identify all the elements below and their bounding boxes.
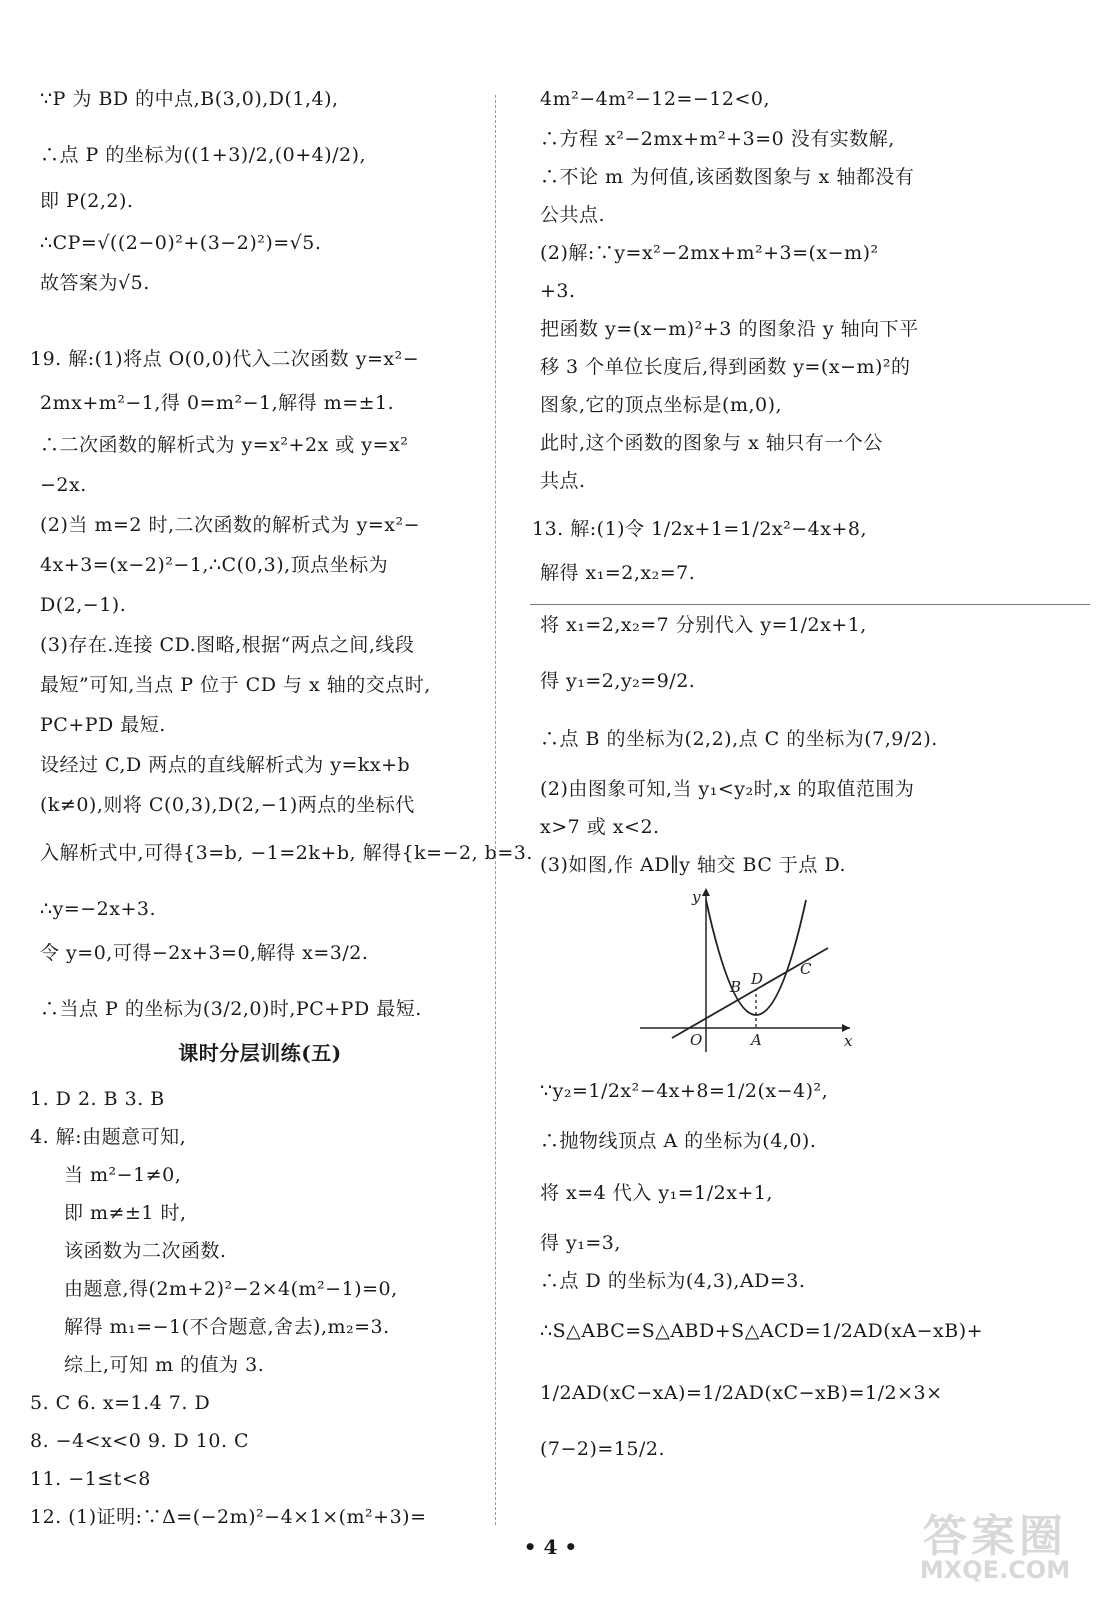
text-line: ∴不论 m 为何值,该函数图象与 x 轴都没有 [540, 166, 915, 188]
watermark-logo [900, 1500, 1090, 1590]
text-line: (3)如图,作 AD∥y 轴交 BC 于点 D. [540, 854, 847, 876]
text-line: 故答案为√5. [40, 272, 150, 294]
parabola-curve [706, 900, 806, 1015]
y-axis-label: y [692, 888, 701, 906]
text-line: 共点. [540, 470, 586, 492]
text-line: ∵y₂=1/2x²−4x+8=1/2(x−4)², [540, 1080, 829, 1102]
text-line: (2)当 m=2 时,二次函数的解析式为 y=x²− [40, 514, 421, 536]
text-line: x>7 或 x<2. [540, 816, 660, 838]
equation-system-line: 入解析式中,可得{3=b, −1=2k+b, 解得{k=−2, b=3. [40, 842, 533, 864]
answer-line: 8. −4<x<0 9. D 10. C [30, 1430, 250, 1452]
text-line: ∴S△ABC=S△ABD+S△ACD=1/2AD(xA−xB)+ [540, 1320, 984, 1342]
text-line: 公共点. [540, 204, 606, 226]
text-line: 4x+3=(x−2)²−1,∴C(0,3),顶点坐标为 [40, 554, 389, 576]
text-line: ∴CP=√((2−0)²+(3−2)²)=√5. [40, 232, 322, 254]
text-line: 解得 m₁=−1(不合题意,舍去),m₂=3. [64, 1316, 390, 1338]
text-line: 此时,这个函数的图象与 x 轴只有一个公 [540, 432, 883, 454]
horizontal-rule [530, 604, 1090, 605]
point-b-label: B [730, 978, 742, 996]
text-line: 得 y₁=3, [540, 1232, 621, 1254]
origin-label: O [690, 1031, 703, 1049]
column-divider [495, 95, 496, 1525]
answer-line: 1. D 2. B 3. B [30, 1088, 165, 1110]
text-line: 将 x=4 代入 y₁=1/2x+1, [540, 1182, 773, 1204]
text-line: 当 m²−1≠0, [64, 1164, 182, 1186]
text-line: 设经过 C,D 两点的直线解析式为 y=kx+b [40, 754, 411, 776]
text-line: ∴点 P 的坐标为((1+3)/2,(0+4)/2), [40, 144, 367, 166]
text-line: ∴二次函数的解析式为 y=x²+2x 或 y=x² [40, 434, 409, 456]
text-line: (k≠0),则将 C(0,3),D(2,−1)两点的坐标代 [40, 794, 415, 816]
text-line: (3)存在.连接 CD.图略,根据“两点之间,线段 [40, 634, 415, 656]
point-d-label: D [751, 970, 764, 988]
text-line: +3. [540, 280, 576, 302]
text-line: 图象,它的顶点坐标是(m,0), [540, 394, 783, 416]
x-axis-label: x [844, 1032, 853, 1050]
text-line: 2mx+m²−1,得 0=m²−1,解得 m=±1. [40, 392, 395, 414]
text-line: 最短”可知,当点 P 位于 CD 与 x 轴的交点时, [40, 674, 431, 696]
text-line: ∴当点 P 的坐标为(3/2,0)时,PC+PD 最短. [40, 998, 422, 1020]
y-axis-arrow [702, 888, 710, 896]
text-line: ∴点 D 的坐标为(4,3),AD=3. [540, 1270, 806, 1292]
text-line: 4m²−4m²−12=−12<0, [540, 88, 771, 110]
answer-line: 12. (1)证明:∵Δ=(−2m)²−4×1×(m²+3)= [30, 1506, 427, 1528]
text-line: −2x. [40, 474, 87, 496]
text-line: 得 y₁=2,y₂=9/2. [540, 670, 696, 692]
text-line: ∴y=−2x+3. [40, 898, 157, 920]
text-line: 解得 x₁=2,x₂=7. [540, 562, 696, 584]
text-line: 即 P(2,2). [40, 190, 134, 212]
parabola-line-figure [632, 880, 862, 1060]
text-line: PC+PD 最短. [40, 714, 166, 736]
answer-line: 5. C 6. x=1.4 7. D [30, 1392, 211, 1414]
x-axis-arrow [842, 1024, 850, 1032]
text-line: ∵P 为 BD 的中点,B(3,0),D(1,4), [40, 88, 339, 110]
text-line: 令 y=0,可得−2x+3=0,解得 x=3/2. [40, 942, 369, 964]
point-c-label: C [800, 960, 812, 978]
page-number: • 4 • [523, 1535, 578, 1559]
answer-line: 4. 解:由题意可知, [30, 1126, 187, 1148]
question-13-line: 13. 解:(1)令 1/2x+1=1/2x²−4x+8, [532, 518, 868, 540]
question-19-line: 19. 解:(1)将点 O(0,0)代入二次函数 y=x²− [30, 348, 420, 370]
watermark-url: MXQE.COM [919, 1556, 1071, 1584]
text-line: 1/2AD(xC−xA)=1/2AD(xC−xB)=1/2×3× [540, 1382, 943, 1404]
text-line: 即 m≠±1 时, [64, 1202, 187, 1224]
point-a-label: A [751, 1031, 762, 1049]
text-line: (7−2)=15/2. [540, 1438, 666, 1460]
text-line: (2)由图象可知,当 y₁<y₂时,x 的取值范围为 [540, 778, 915, 800]
text-line: 综上,可知 m 的值为 3. [64, 1354, 265, 1376]
text-line: 移 3 个单位长度后,得到函数 y=(x−m)²的 [540, 356, 911, 378]
text-line: (2)解:∵y=x²−2mx+m²+3=(x−m)² [540, 242, 879, 264]
text-line: 将 x₁=2,x₂=7 分别代入 y=1/2x+1, [540, 614, 867, 636]
answer-line: 11. −1≤t<8 [30, 1468, 151, 1490]
text-line: 由题意,得(2m+2)²−2×4(m²−1)=0, [64, 1278, 398, 1300]
text-line: 把函数 y=(x−m)²+3 的图象沿 y 轴向下平 [540, 318, 919, 340]
watermark-logo-text: 答案圈 [923, 1511, 1067, 1562]
text-line: D(2,−1). [40, 594, 127, 616]
section-heading: 课时分层训练(五) [178, 1041, 342, 1065]
text-line: ∴点 B 的坐标为(2,2),点 C 的坐标为(7,9/2). [540, 728, 938, 750]
text-line: ∴方程 x²−2mx+m²+3=0 没有实数解, [540, 128, 895, 150]
text-line: 该函数为二次函数. [64, 1240, 227, 1262]
text-line: ∴抛物线顶点 A 的坐标为(4,0). [540, 1130, 817, 1152]
